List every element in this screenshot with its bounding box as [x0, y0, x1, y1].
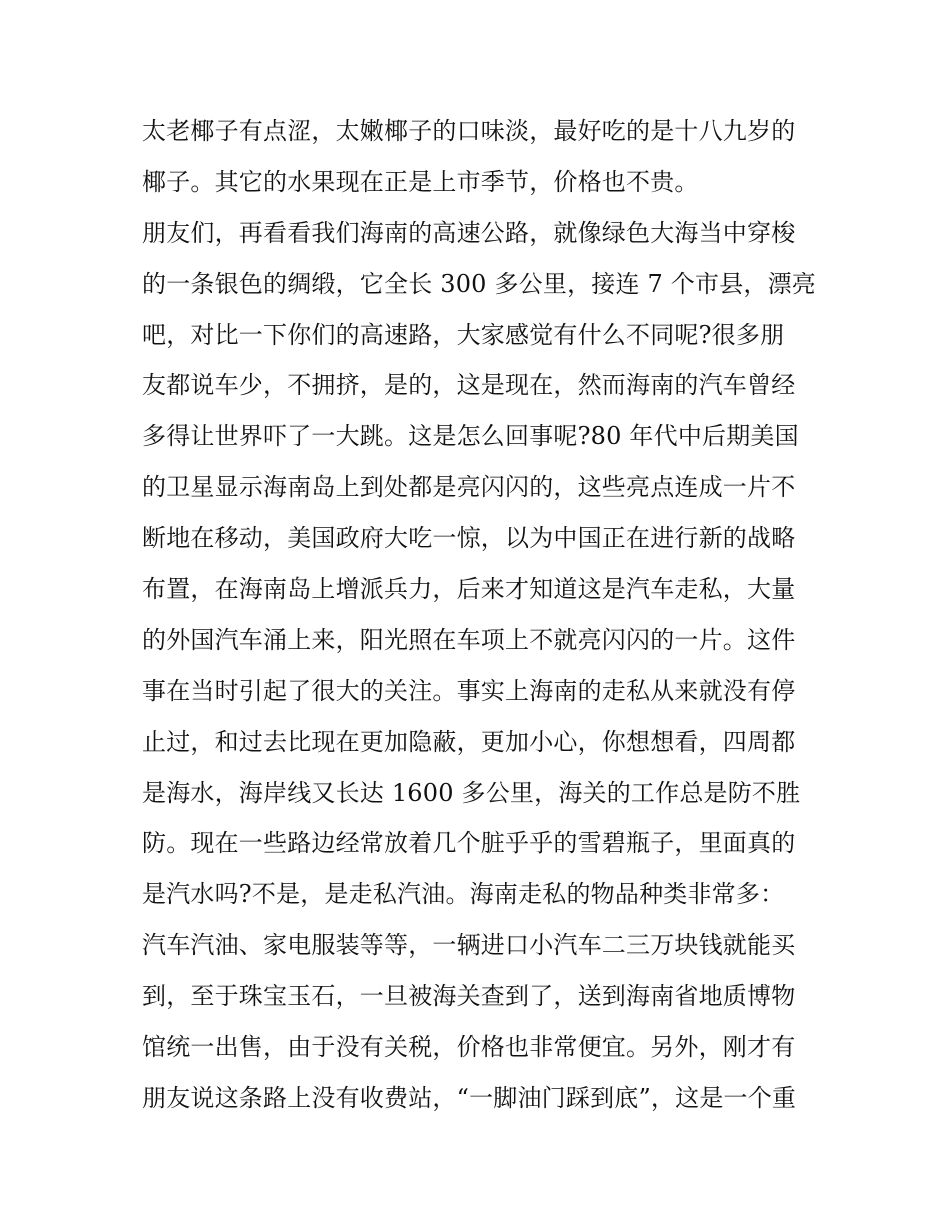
text-line: 椰子。其它的水果现在正是上市季节，价格也不贵。 — [142, 167, 699, 196]
text-line: 多得让世界吓了一大跳。这是怎么回事呢?80 年代中后期美国 — [142, 422, 799, 451]
text-line: 友都说车少，不拥挤，是的，这是现在，然而海南的汽车曾经 — [142, 371, 796, 400]
text-line: 是海水，海岸线又长达 1600 多公里，海关的工作总是防不胜 — [142, 778, 801, 807]
text-line: 事在当时引起了很大的关注。事实上海南的走私从来就没有停 — [142, 676, 796, 705]
text-line: 布置，在海南岛上增派兵力，后来才知道这是汽车走私，大量 — [142, 575, 796, 604]
text-line: 止过，和过去比现在更加隐蔽，更加小心，你想想看，四周都 — [142, 727, 796, 756]
text-line: 断地在移动，美国政府大吃一惊，以为中国正在进行新的战略 — [142, 524, 796, 553]
body-text — [142, 106, 822, 1124]
text-line: 到，至于珠宝玉石，一旦被海关查到了，送到海南省地质博物 — [142, 982, 796, 1011]
text-line: 朋友们，再看看我们海南的高速公路，就像绿色大海当中穿梭 — [142, 218, 796, 247]
text-line: 朋友说这条路上没有收费站，“一脚油门踩到底”，这是一个重 — [142, 1083, 797, 1112]
text-line: 的外国汽车涌上来，阳光照在车项上不就亮闪闪的一片。这件 — [142, 625, 796, 654]
text-line: 太老椰子有点涩，太嫩椰子的口味淡，最好吃的是十八九岁的 — [142, 117, 796, 145]
text-line: 是汽水吗?不是，是走私汽油。海南走私的物品种类非常多： — [142, 880, 785, 909]
text-line: 的一条银色的绸缎，它全长 300 多公里，接连 7 个市县，漂亮 — [142, 269, 816, 298]
text-line: 的卫星显示海南岛上到处都是亮闪闪的，这些亮点连成一片不 — [142, 473, 796, 502]
text-line: 吧，对比一下你们的高速路，大家感觉有什么不同呢?很多朋 — [142, 320, 785, 349]
text-line: 汽车汽油、家电服装等等，一辆进口小汽车二三万块钱就能买 — [142, 931, 796, 960]
text-line: 防。现在一些路边经常放着几个脏乎乎的雪碧瓶子，里面真的 — [142, 829, 796, 858]
text-line: 馆统一出售，由于没有关税，价格也非常便宜。另外，刚才有 — [142, 1033, 796, 1062]
